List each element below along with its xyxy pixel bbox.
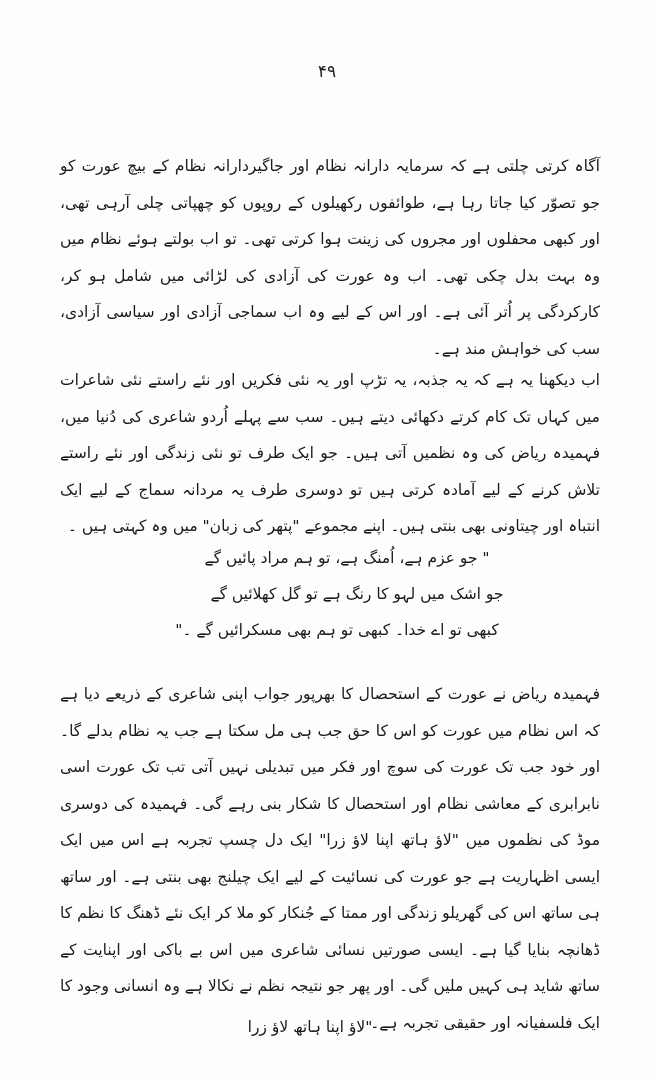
paragraph-2 [60, 362, 600, 545]
poem-line: کبھی تو اے خدا۔ کبھی تو ہم بھی مسکرائیں گے ۔" [175, 621, 499, 639]
paragraph-3 [60, 676, 600, 1041]
poem-line: جو اشک میں لہو کا رنگ ہے تو گل کھلائیں گے [210, 585, 504, 603]
page-number: ۴۹ [317, 62, 337, 82]
paragraph-1 [60, 148, 600, 367]
closing-quote-line: "لاؤ اپنا ہاتھ لاؤ زرا [247, 1018, 373, 1036]
poem-quote [0, 540, 654, 648]
paragraph-text: فہمیدہ ریاض نے عورت کے استحصال کا بھرپور جواب اپنی شاعری کے ذریعے دیا ہے کہ اس نظام میں عورت کو اس کا حق جب ہی مل سکتا ہے جب یہ نظام بدلے گا۔ اور خود جب تک عورت کی سوچ اور فکر میں تبدیلی نہیں آتی تب تک عورت اسی نابرابری کے معاشی نظام اور استحصال کا شکار بنی رہے گی۔ فہمیدہ کی دوسری موڈ کی نظموں میں "لاؤ ہاتھ اپنا لاؤ زرا" ایک دل چسپ تجربہ ہے اس میں ایک ایسی اظہاریت ہے جو عورت کی نسائیت کے لیے ایک چیلنج بھی بنتی ہے۔ اور ساتھ ہی ساتھ اس کی گھریلو زندگی اور ممتا کے جُنکار کو ملا کر ایک نئے ڈھنگ کا نظم کا ڈھانچہ بنایا گیا ہے۔ ایسی صورتیں نسائی شاعری میں اس بے باکی اور اپنایت کے ساتھ شاید ہی کہیں ملیں گی۔ اور پھر جو نتیجہ نظم نے نکالا ہے وہ انسانی وجود کا ایک فلسفیانہ اور حقیقی تجربہ ہے۔ [60, 685, 600, 1032]
poem-line: " جو عزم ہے، اُمنگ ہے، تو ہم مراد پائیں گے [204, 549, 490, 567]
paragraph-text: اب دیکھنا یہ ہے کہ یہ جذبہ، یہ تڑپ اور یہ نئی فکریں اور نئے راستے نئی شاعرات میں کہاں تک کام کرتے دکھائی دیتے ہیں۔ سب سے پہلے اُردو شاعری کی دُنیا میں، فہمیدہ ریاض کی وہ نظمیں آتی ہیں۔ جو ایک طرف تو نئی زندگی اور نئے راستے تلاش کرنے کے لیے آمادہ کرتی ہیں تو دوسری طرف یہ مردانہ سماج کے لیے ایک انتباہ اور چیتاونی بھی بنتی ہیں۔ اپنے مجموعے "پتھر کی زبان" میں وہ کہتی ہیں ۔ [60, 371, 600, 535]
paragraph-text: آگاہ کرتی چلتی ہے کہ سرمایہ دارانہ نظام اور جاگیردارانہ نظام کے بیچ عورت کو جو تصوّر کیا جاتا رہا ہے، طوائفوں رکھیلوں کے روپوں کو چھپاتی چلی آرہی تھی، اور کبھی محفلوں اور مجروں کی زینت ہوا کرتی تھی۔ تو اب بولتے ہوئے نظام میں وہ بہت بدل چکی تھی۔ اب وہ عورت کی آزادی کی لڑائی میں شامل ہو کر، کارکردگی پر اُتر آئی ہے۔ اور اس کے لیے وہ اب سماجی آزادی اور سیاسی آزادی، سب کی خواہش مند ہے۔ [60, 157, 600, 358]
